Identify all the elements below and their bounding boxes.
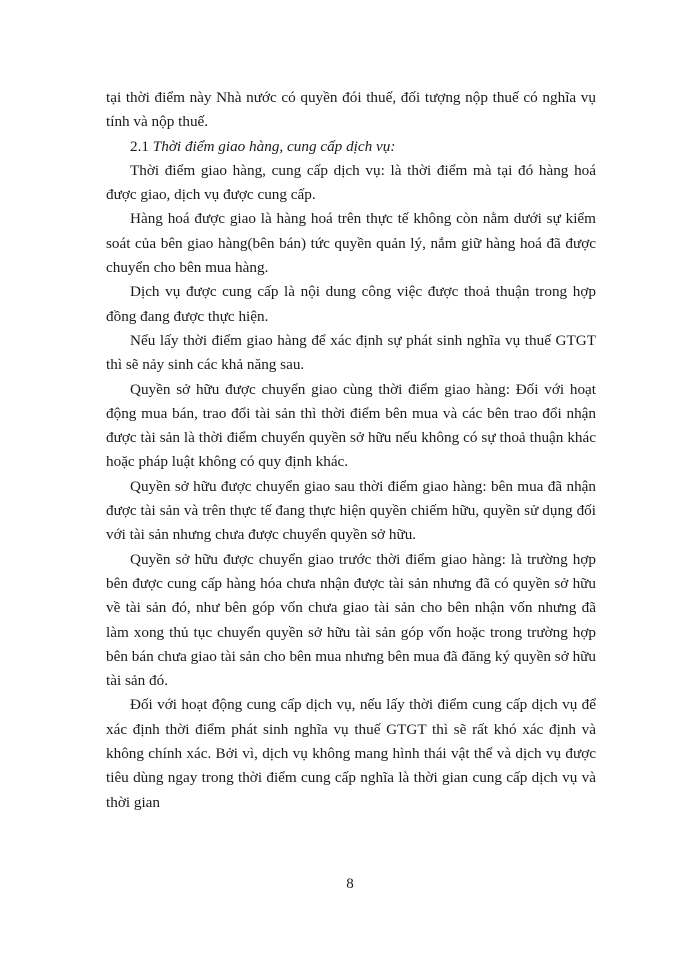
paragraph: Quyền sở hữu được chuyển giao cùng thời điểm giao hàng: Đối với hoạt động mua bán, trao đổi tài sản thì thời điểm bên mua và các bên trao đổi nhận được tài sản là thời điểm chuyển quyền sở hữu nếu không có sự thoả thuận khác hoặc pháp luật không có quy định khác.: [106, 380, 596, 471]
paragraph: Dịch vụ được cung cấp là nội dung công việc được thoả thuận trong hợp đồng đang được thực hiện.: [106, 283, 596, 325]
section-number: 2.1: [130, 137, 153, 155]
paragraph: Nếu lấy thời điểm giao hàng để xác định sự phát sinh nghĩa vụ thuế GTGT thì sẽ nảy sinh các khả năng sau.: [106, 331, 596, 374]
body-text: [106, 86, 596, 815]
paragraph: Hàng hoá được giao là hàng hoá trên thực tế không còn nằm dưới sự kiểm soát của bên giao hàng(bên bán) tức quyền quản lý, nắm giữ hàng hoá đã được chuyển cho bên mua hàng.: [106, 210, 596, 277]
paragraph: Quyền sở hữu được chuyển giao sau thời điểm giao hàng: bên mua đã nhận được tài sản và trên thực tế đang thực hiện quyền chiếm hữu, quyền sử dụng đối với tài sản nhưng chưa được chuyển quyền sở hữu.: [106, 477, 596, 544]
section-heading: [106, 135, 596, 159]
intro-paragraph: tại thời điểm này Nhà nước có quyền đói thuế, đối tượng nộp thuế có nghĩa vụ tính và nộp thuế.: [106, 89, 596, 131]
paragraph: Quyền sở hữu được chuyển giao trước thời điểm giao hàng: là trường hợp bên được cung cấp hàng hóa chưa nhận được tài sản nhưng đã có quyền sở hữu về tài sản đó, như bên góp vốn chưa giao tài sản cho bên nhận vốn nhưng đã làm xong thủ tục chuyển quyền sở hữu tài sản góp vốn hoặc trong trường hợp bên bán chưa giao tài sản cho bên mua nhưng bên mua đã đăng ký quyền sở hữu tài sản đó.: [106, 550, 596, 690]
paragraph: Thời điểm giao hàng, cung cấp dịch vụ: là thời điểm mà tại đó hàng hoá được giao, dịch vụ được cung cấp.: [106, 161, 596, 204]
paragraph: Đối với hoạt động cung cấp dịch vụ, nếu lấy thời điểm cung cấp dịch vụ để xác định thời điểm phát sinh nghĩa vụ thuế GTGT thì sẽ rất khó xác định và không chính xác. Bởi vì, dịch vụ không mang hình thái vật thể và dịch vụ được tiêu dùng ngay trong thời điểm cung cấp nghĩa là thời gian cung cấp dịch vụ và thời gian: [106, 696, 596, 811]
section-title: Thời điểm giao hàng, cung cấp dịch vụ:: [152, 137, 396, 155]
page-number: 8: [346, 876, 354, 892]
